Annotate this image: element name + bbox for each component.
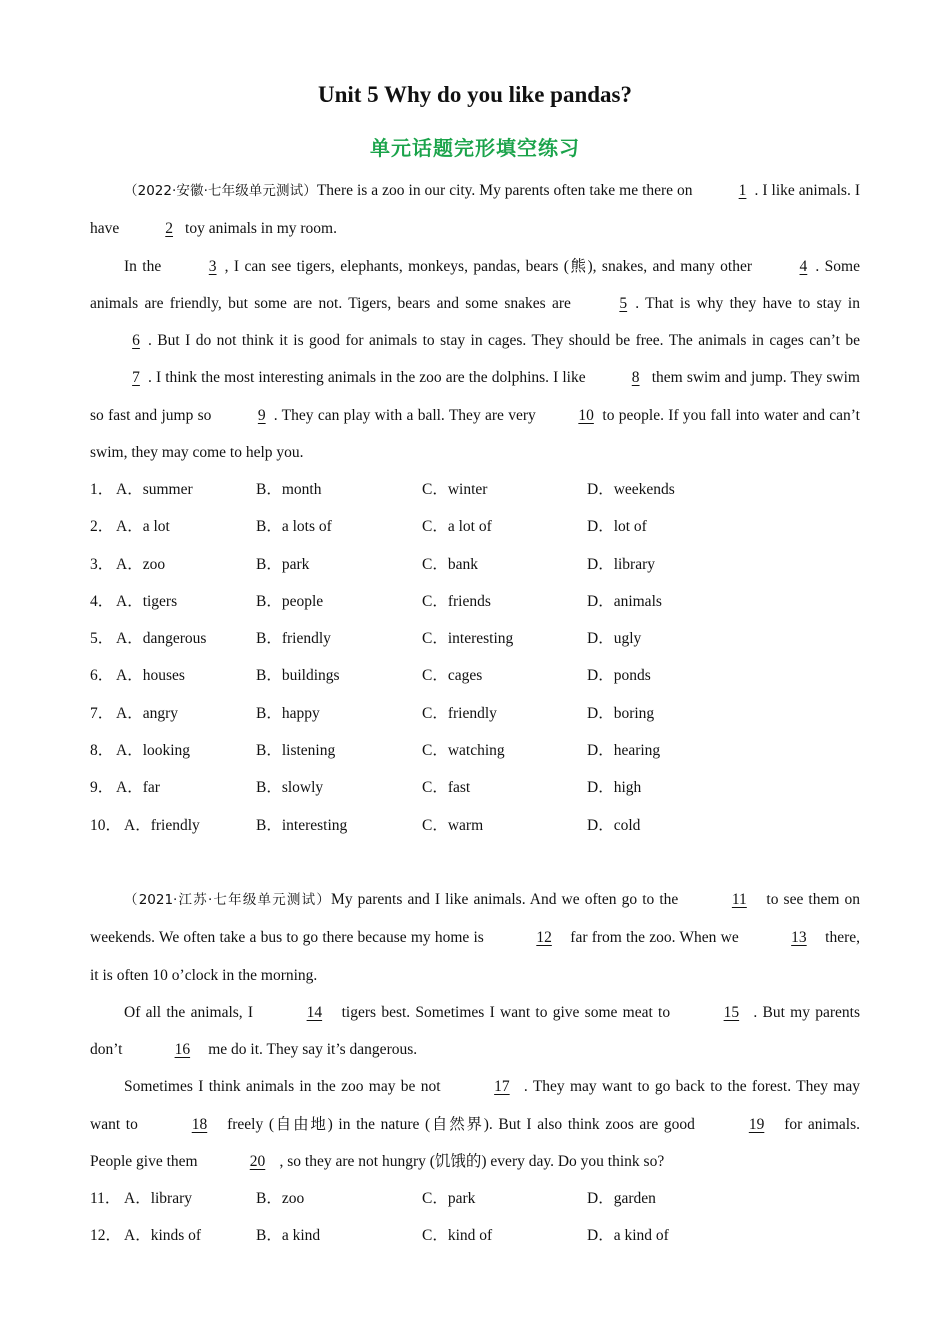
option-d: D．animals <box>587 592 662 610</box>
question-row <box>90 807 860 844</box>
option-b: B．people <box>256 592 324 610</box>
blank-12: 12 <box>536 929 552 947</box>
option-d: D．high <box>587 779 642 797</box>
page-subtitle: 单元话题完形填空练习 <box>370 136 580 160</box>
option-a: A．dangerous <box>116 630 207 648</box>
question-number: 12． <box>90 1227 122 1245</box>
cloze-passage-1 <box>90 172 860 471</box>
blank-14: 14 <box>306 1003 323 1021</box>
question-number: 6． <box>90 667 114 685</box>
question-number: 2． <box>90 518 114 536</box>
passage-text: there, it is often 10 o’clock in the morning. <box>90 929 860 984</box>
passage-text: me do it. They say it’s dangerous. <box>204 1041 418 1059</box>
option-c: C．friendly <box>422 704 497 722</box>
passage-text: tigers best. Sometimes I want to give some meat to <box>336 1003 676 1021</box>
option-b: B．zoo <box>256 1190 305 1207</box>
option-a: A．looking <box>116 742 191 760</box>
question-row <box>90 508 860 545</box>
option-d: D．library <box>587 555 656 573</box>
option-c: C．park <box>422 1190 476 1207</box>
passage-text: freely (自由地) in the nature (自然界). But I also think zoos are good <box>221 1115 701 1133</box>
question-number: 5． <box>90 630 114 648</box>
option-a: A．a lot <box>116 518 170 536</box>
blank-15: 15 <box>723 1003 740 1021</box>
option-b: B．interesting <box>256 816 348 834</box>
question-row <box>90 546 860 583</box>
question-number: 1． <box>90 481 114 498</box>
option-d: D．hearing <box>587 742 661 760</box>
question-number: 9． <box>90 779 114 797</box>
passage-source: （2021·江苏·七年级单元测试） <box>124 892 332 908</box>
option-a: A．far <box>116 779 160 797</box>
option-d: D．lot of <box>587 518 647 536</box>
option-d: D．ponds <box>587 667 651 685</box>
option-c: C．cages <box>422 667 483 685</box>
passage-2-paragraph-2 <box>90 994 860 1069</box>
option-d: D．a kind of <box>587 1227 669 1245</box>
option-b: B．a kind <box>256 1227 321 1245</box>
question-row <box>90 769 860 806</box>
option-b: B．listening <box>256 742 336 760</box>
question-row <box>90 695 860 732</box>
question-row <box>90 471 860 508</box>
passage-text: to see them on weekends. We often take a bus to go there because my home is <box>90 891 860 947</box>
question-number: 8． <box>90 742 114 760</box>
question-row <box>90 620 860 657</box>
option-b: B．friendly <box>256 630 331 648</box>
blank-8: 8 <box>631 369 640 387</box>
blank-9: 9 <box>257 406 266 424</box>
passage-text: . I think the most interesting animals in the zoo are the dolphins. I like <box>148 369 590 387</box>
option-c: C．kind of <box>422 1227 493 1245</box>
question-number: 11． <box>90 1190 121 1207</box>
blank-7: 7 <box>132 369 140 387</box>
passage-text: My parents and I like animals. And we often go to the <box>331 891 684 908</box>
option-c: C．bank <box>422 555 478 573</box>
passage-text: , so they are not hungry (饥饿的) every day. Do you think so? <box>279 1153 665 1171</box>
option-a: A．houses <box>116 667 185 685</box>
passage-text: . But my parents don’t <box>90 1003 861 1059</box>
option-c: C．winter <box>422 481 488 498</box>
option-a: A．zoo <box>116 555 166 573</box>
passage-source: （2022·安徽·七年级单元测试） <box>124 183 317 199</box>
passage-2-paragraph-3 <box>90 1068 860 1180</box>
blank-17: 17 <box>494 1078 510 1096</box>
option-b: B．a lots of <box>256 518 332 536</box>
passage-text: Sometimes I think animals in the zoo may be not <box>124 1078 446 1096</box>
passage-text: . They can play with a ball. They are very <box>273 406 541 424</box>
question-row <box>90 732 860 769</box>
blank-16: 16 <box>174 1041 191 1059</box>
question-number: 4． <box>90 592 114 610</box>
blank-20: 20 <box>249 1153 266 1171</box>
blank-6: 6 <box>132 332 140 350</box>
passage-1-paragraph-2 <box>90 248 860 472</box>
passage-text: . I like animals. I have <box>90 182 860 238</box>
option-d: D．boring <box>587 704 655 722</box>
option-c: C．warm <box>422 816 484 834</box>
passage-text: far from the zoo. When we <box>566 929 743 947</box>
option-b: B．happy <box>256 704 320 722</box>
passage-text: toy animals in my room. <box>181 220 337 238</box>
option-d: D．weekends <box>587 481 675 498</box>
option-a: A．summer <box>116 481 193 498</box>
option-b: B．park <box>256 555 310 573</box>
options-list-1 <box>90 471 860 844</box>
passage-text: , I can see tigers, elephants, monkeys, pandas, bears (熊), snakes, and many other <box>224 257 758 275</box>
passage-text: Of all the animals, I <box>124 1003 259 1021</box>
option-d: D．ugly <box>587 630 642 648</box>
passage-text: . Some animals are friendly, but some are not. Tigers, bears and some snakes are <box>90 257 860 312</box>
option-c: C．fast <box>422 779 471 797</box>
blank-18: 18 <box>191 1115 208 1133</box>
passage-text: . They may want to go back to the forest. They may want to <box>90 1078 860 1133</box>
option-a: A．angry <box>116 704 178 722</box>
option-a: A．friendly <box>124 816 200 834</box>
passage-text: . That is why they have to stay in <box>635 294 860 312</box>
option-d: D．cold <box>587 816 641 834</box>
options-list-2 <box>90 1180 860 1255</box>
question-number: 10． <box>90 816 122 834</box>
blank-3: 3 <box>208 257 217 275</box>
blank-4: 4 <box>799 257 808 275</box>
option-b: B．month <box>256 481 322 498</box>
blank-10: 10 <box>578 406 594 424</box>
passage-1-paragraph-1 <box>90 172 860 248</box>
option-c: C．interesting <box>422 630 514 648</box>
blank-1: 1 <box>738 182 747 199</box>
question-row <box>90 1217 860 1254</box>
option-c: C．a lot of <box>422 518 492 536</box>
passage-text: There is a zoo in our city. My parents often take me there on <box>316 182 697 199</box>
passage-text: them swim and jump. They swim so fast and jump so <box>90 369 860 424</box>
blank-5: 5 <box>619 294 628 312</box>
option-b: B．slowly <box>256 779 324 797</box>
option-b: B．buildings <box>256 667 340 685</box>
option-c: C．watching <box>422 742 505 760</box>
passage-text: for animals. People give them <box>90 1115 860 1171</box>
cloze-passage-2 <box>90 881 860 1180</box>
question-number: 3． <box>90 555 114 573</box>
passage-text: to people. If you fall into water and can’t swim, they may come to help you. <box>90 406 860 462</box>
option-a: A．library <box>124 1190 193 1207</box>
blank-11: 11 <box>731 891 747 908</box>
question-row <box>90 657 860 694</box>
blank-19: 19 <box>748 1115 765 1133</box>
question-row <box>90 1180 860 1217</box>
page-title: Unit 5 Why do you like pandas? <box>317 82 632 107</box>
passage-text: In the <box>124 257 167 275</box>
option-a: A．kinds of <box>124 1227 202 1245</box>
blank-2: 2 <box>165 220 174 238</box>
question-row <box>90 583 860 620</box>
option-c: C．friends <box>422 592 491 610</box>
passage-2-paragraph-1 <box>90 881 860 994</box>
question-number: 7． <box>90 704 114 722</box>
blank-13: 13 <box>791 929 807 947</box>
passage-text: . But I do not think it is good for animals to stay in cages. They should be free. The animals in cages can’t be <box>148 332 860 350</box>
option-a: A．tigers <box>116 592 178 610</box>
option-d: D．garden <box>587 1190 656 1207</box>
